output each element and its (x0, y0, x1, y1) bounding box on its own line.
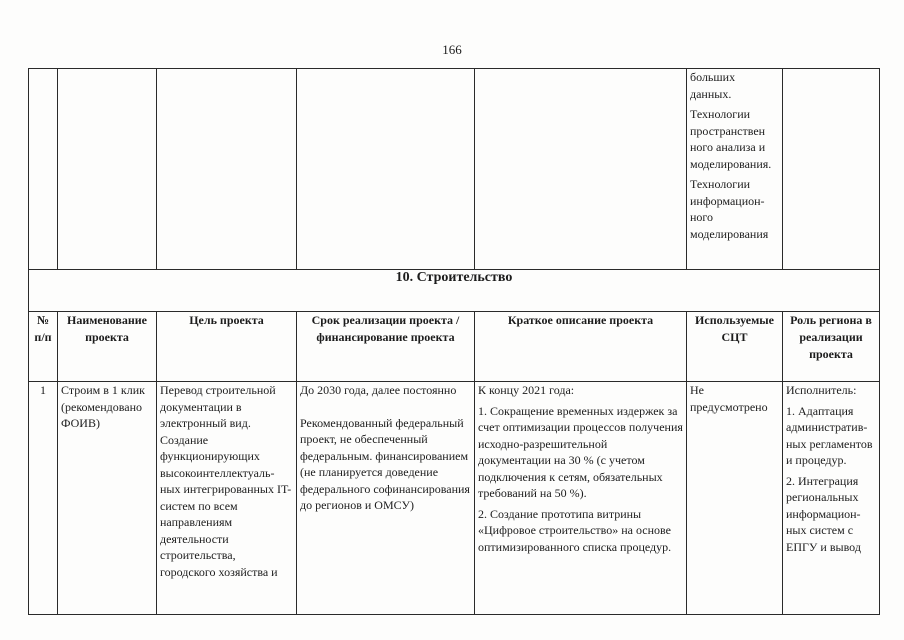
row-goal: Перевод строительной документации в электронный вид. Создание функционирующих высокоинтеллектуаль-ных интегрированных IT-систем по всем направлениям деятельности строительства, городского хозяйства и (157, 382, 297, 615)
header-desc: Краткое описание проекта (475, 312, 687, 382)
header-role: Роль региона в реализации проекта (783, 312, 880, 382)
row-role (783, 382, 880, 615)
row-num: 1 (29, 382, 58, 615)
header-name: Наименование проекта (58, 312, 157, 382)
table-header-row (29, 312, 880, 382)
section-heading-row (29, 270, 880, 312)
projects-table (28, 68, 880, 615)
term-paragraph: Рекомендованный федеральный проект, не обеспеченный федеральным. финансированием (не планируется доведение федерального софинансирования до регионов и ОМСУ) (300, 415, 470, 512)
desc-paragraph: К концу 2021 года: (478, 383, 575, 397)
header-goal: Цель проекта (157, 312, 297, 382)
table-row (29, 382, 880, 615)
row-name: Строим в 1 клик (рекомендовано ФОИВ) (58, 382, 157, 615)
sct-paragraph: Технологии информацион-ного моделирования (690, 177, 769, 241)
row-term (297, 382, 475, 615)
role-paragraph: 1. Адаптация административ-ных регламентов и процедур. (786, 403, 873, 467)
header-num: № п/п (29, 312, 58, 382)
sct-paragraph: Технологии пространствен ного анализа и моделирования. (690, 107, 772, 171)
header-term: Срок реализации проекта / финансирование проекта (297, 312, 475, 382)
role-paragraph: Исполнитель: (786, 383, 857, 397)
cont-cell-desc (475, 69, 687, 270)
cont-cell-term (297, 69, 475, 270)
desc-paragraph: 1. Сокращение временных издержек за счет оптимизации процессов получения исходно-разрешительной документации на 30 % (с учетом подключения к сетям, обязательных требований на 50 %). (478, 403, 683, 500)
role-paragraph: 2. Интеграция региональных информацион-ных систем с ЕПГУ и вывод (786, 473, 861, 554)
cont-cell-role (783, 69, 880, 270)
continuation-row (29, 69, 880, 270)
header-sct: Используемые СЦТ (687, 312, 783, 382)
sct-paragraph: больших данных. (690, 70, 736, 101)
term-paragraph: До 2030 года, далее постоянно (300, 383, 457, 397)
cont-cell-goal (157, 69, 297, 270)
cont-cell-sct (687, 69, 783, 270)
cont-cell-name (58, 69, 157, 270)
page-number: 166 (442, 42, 462, 57)
row-desc (475, 382, 687, 615)
desc-paragraph: 2. Создание прототипа витрины «Цифровое строительство» на основе оптимизированного списка процедур. (478, 506, 672, 554)
row-sct: Не предусмотрено (687, 382, 783, 615)
cont-cell-num (29, 69, 58, 270)
section-title: 10. Строительство (29, 270, 880, 312)
